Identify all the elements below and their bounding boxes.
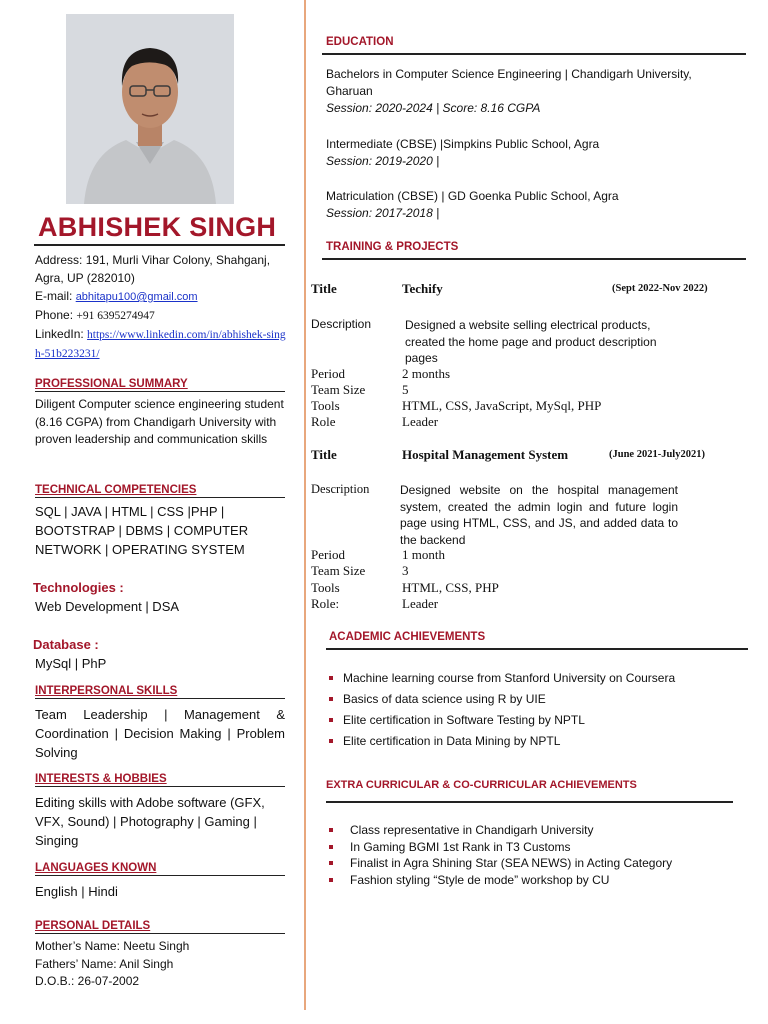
education-session: Session: 2017-2018 | <box>326 206 440 220</box>
project-role: Leader <box>402 414 439 429</box>
list-item: Machine learning course from Stanford University on Coursera <box>327 668 747 689</box>
extra-heading: EXTRA CURRICULAR & CO-CURRICULAR ACHIEVEMENTS <box>326 779 637 791</box>
project-dates: (June 2021-July2021) <box>609 449 705 460</box>
technical-text: SQL | JAVA | HTML | CSS |PHP | BOOTSTRAP | DBMS | COMPUTER NETWORK | OPERATING SYSTEM <box>35 504 249 557</box>
project-description-label: Description <box>311 482 370 496</box>
father-name: Fathers’ Name: Anil Singh <box>35 956 174 971</box>
academic-list <box>327 668 747 752</box>
personal-details <box>35 938 285 991</box>
project-tools: HTML, CSS, PHP <box>402 580 499 595</box>
project-title: Hospital Management System <box>402 447 569 462</box>
project-description-label: Description <box>311 317 372 331</box>
extra-rule <box>326 801 733 803</box>
project-title: Techify <box>402 281 443 296</box>
project-tools-label: Tools <box>311 398 340 413</box>
education-session: Session: 2019-2020 | <box>326 154 440 168</box>
project-period-label: Period <box>311 366 345 381</box>
linkedin-link[interactable]: https://www.linkedin.com/in/abhishek-singh-51b223231/ <box>35 329 286 360</box>
project-title-label: Title <box>311 447 337 462</box>
project-period: 1 month <box>402 547 445 562</box>
interpersonal-heading: INTERPERSONAL SKILLS <box>35 685 285 699</box>
name-underline <box>34 244 285 246</box>
technologies-heading: Technologies : <box>33 580 124 595</box>
project-dates: (Sept 2022-Nov 2022) <box>612 283 708 294</box>
list-item: Fashion styling “Style de mode” workshop by CU <box>326 872 746 889</box>
education-item-1 <box>326 66 736 117</box>
interests-text: Editing skills with Adobe software (GFX, VFX, Sound) | Photography | Gaming | Singing <box>35 795 265 848</box>
list-item: Class representative in Chandigarh University <box>326 822 746 839</box>
project-team-label: Team Size <box>311 382 366 397</box>
address-label: Address: <box>35 253 83 267</box>
summary-heading: PROFESSIONAL SUMMARY <box>35 378 285 392</box>
linkedin-label: LinkedIn: <box>35 327 84 341</box>
education-title: Bachelors in Computer Science Engineering | Chandigarh University, Gharuan <box>326 67 692 98</box>
languages-heading: LANGUAGES KNOWN <box>35 862 285 876</box>
candidate-name: ABHISHEK SINGH <box>38 212 277 242</box>
training-rule <box>322 258 746 260</box>
training-heading: TRAINING & PROJECTS <box>326 241 459 253</box>
list-item: Basics of data science using R by UIE <box>327 689 747 710</box>
education-heading: EDUCATION <box>326 36 394 48</box>
linkedin-line <box>35 325 289 363</box>
academic-heading: ACADEMIC ACHIEVEMENTS <box>329 631 486 643</box>
project-role-label: Role: <box>311 596 340 611</box>
project-description: Designed website on the hospital management system, created the admin login and future login page using HTML, CSS, and JS, and added data to the backend <box>400 483 678 547</box>
project-period: 2 months <box>402 366 451 381</box>
project-team: 3 <box>402 563 409 578</box>
address-value: 191, Murli Vihar Colony, Shahganj, Agra, UP (282010) <box>35 253 271 285</box>
mother-name: Mother’s Name: Neetu Singh <box>35 939 190 953</box>
project-title-label: Title <box>311 281 337 296</box>
contact-block <box>35 251 289 363</box>
extra-list <box>326 822 746 888</box>
email-label: E-mail: <box>35 289 73 303</box>
list-item: Elite certification in Data Mining by NPTL <box>327 731 747 752</box>
summary-text: Diligent Computer science engineering student (8.16 CGPA) from Chandigarh University with proven leadership and communication skills <box>35 397 284 446</box>
education-item-3 <box>326 188 736 222</box>
database-heading: Database : <box>33 637 99 652</box>
interests-heading: INTERESTS & HOBBIES <box>35 773 285 787</box>
phone-label: Phone: <box>35 308 74 322</box>
technologies-text: Web Development | DSA <box>35 599 180 614</box>
address-line <box>35 251 289 287</box>
academic-rule <box>326 648 748 650</box>
database-text: MySql | PhP <box>35 656 107 671</box>
list-item: Elite certification in Software Testing by NPTL <box>327 710 747 731</box>
languages-text: English | Hindi <box>35 884 118 899</box>
project-team: 5 <box>402 382 409 397</box>
project-tools-label: Tools <box>311 580 340 595</box>
education-item-2 <box>326 136 736 170</box>
project-role: Leader <box>402 596 439 611</box>
email-line <box>35 287 289 306</box>
project-period-label: Period <box>311 547 345 562</box>
list-item: Finalist in Agra Shining Star (SEA NEWS) in Acting Category <box>326 855 746 872</box>
education-rule <box>322 53 746 55</box>
phone-line <box>35 306 289 325</box>
interpersonal-text: Team Leadership | Management & Coordination | Decision Making | Problem Solving <box>35 707 285 760</box>
profile-photo <box>66 14 234 204</box>
project-tools: HTML, CSS, JavaScript, MySql, PHP <box>402 398 602 413</box>
phone-value: +91 6395274947 <box>76 310 155 322</box>
project-description: Designed a website selling electrical products, created the home page and product description pages <box>405 318 657 365</box>
column-divider <box>304 0 306 1010</box>
education-title: Matriculation (CBSE) | GD Goenka Public School, Agra <box>326 189 619 203</box>
education-session: Session: 2020-2024 | Score: 8.16 CGPA <box>326 101 541 115</box>
technical-heading: TECHNICAL COMPETENCIES <box>35 484 285 498</box>
email-link[interactable]: abhitapu100@gmail.com <box>75 291 198 303</box>
education-title: Intermediate (CBSE) |Simpkins Public School, Agra <box>326 137 600 151</box>
date-of-birth: D.O.B.: 26-07-2002 <box>35 974 140 988</box>
personal-heading: PERSONAL DETAILS <box>35 920 285 934</box>
project-team-label: Team Size <box>311 563 366 578</box>
project-role-label: Role <box>311 414 336 429</box>
list-item: In Gaming BGMI 1st Rank in T3 Customs <box>326 839 746 856</box>
